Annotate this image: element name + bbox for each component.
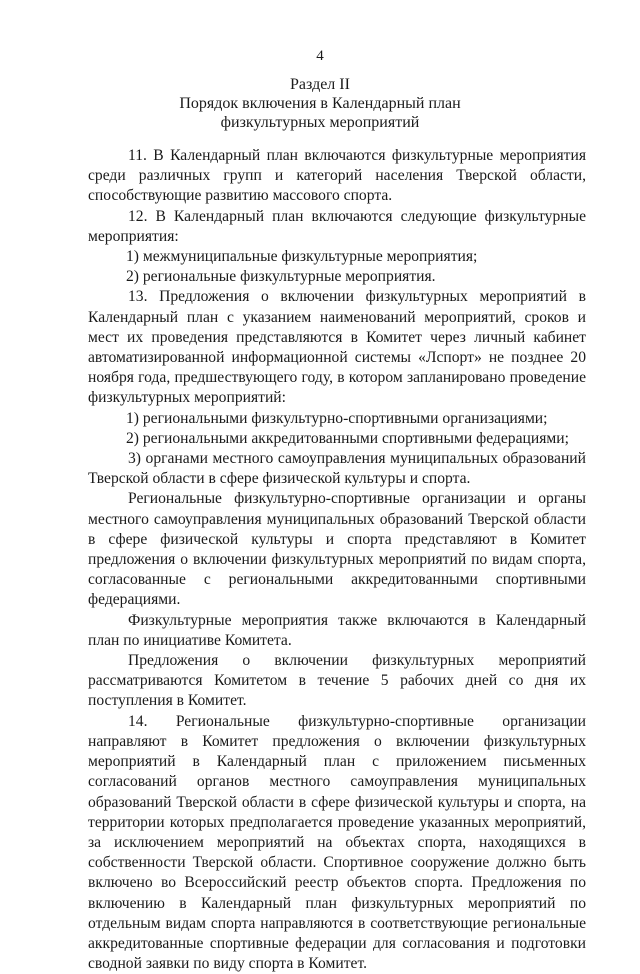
paragraph-14: 14. Региональные физкультурно-спортивные организации направляют в Комитет предложения о включении физкультурных мероприятий в Календарный план с приложением письменных согласований органов местного самоуправления муниципальных образований Тверской области в сфере физической культуры и спорта, на территории которых предполагается проведение указанных мероприятий, за исключением мероприятий на объектах спорта, находящихся в собственности Тверской области. Спортивное сооружение должно быть включено во Всероссийский реестр объектов спорта. Предложения по включению в Календарный план физкультурных мероприятий по отдельным видам спорта направляются в соответствующие региональные аккредитованные спортивные федерации для согласования и подготовки сводной заявки по виду спорта в Комитет. bbox=[88, 712, 586, 973]
document-body bbox=[88, 146, 586, 974]
list-item-12-2: 2) региональные физкультурные мероприятия. bbox=[126, 268, 436, 286]
section-subtitle-line1: Порядок включения в Календарный план bbox=[179, 95, 461, 112]
list-item-13-2: 2) региональными аккредитованными спортивными федерациями; bbox=[126, 429, 569, 447]
section-subtitle-line2: физкультурных мероприятий bbox=[220, 114, 420, 131]
paragraph-13-b: Региональные физкультурно-спортивные организации и органы местного самоуправления муниципальных образований Тверской области в сфере физической культуры и спорта представляют в Комитет предложения о включении физкультурных мероприятий по видам спорта, согласованные с региональными аккредитованными спортивными федерациями. bbox=[88, 490, 586, 609]
paragraph-11: 11. В Календарный план включаются физкультурные мероприятия среди различных групп и категорий населения Тверской области, способствующие развитию массового спорта. bbox=[88, 147, 586, 205]
paragraph-12: 12. В Календарный план включаются следующие физкультурные мероприятия: bbox=[88, 207, 586, 245]
list-item-13-3: 3) органами местного самоуправления муниципальных образований Тверской области в сфере физической культуры и спорта. bbox=[88, 450, 586, 488]
paragraph-13: 13. Предложения о включении физкультурных мероприятий в Календарный план с указанием наименований мероприятий, сроков и мест их проведения представляются в Комитет через личный кабинет автоматизированной информационной системы «Лспорт» не позднее 20 ноября года, предшествующего году, в котором запланировано проведение физкультурных мероприятий: bbox=[88, 288, 586, 407]
list-item-12-1: 1) межмуниципальные физкультурные мероприятия; bbox=[126, 248, 478, 266]
section-heading bbox=[0, 75, 640, 132]
list-item-13-1: 1) региональными физкультурно-спортивными организациями; bbox=[126, 409, 548, 427]
section-title: Раздел II bbox=[290, 76, 350, 93]
paragraph-13-c: Физкультурные мероприятия также включаются в Календарный план по инициативе Комитета. bbox=[88, 611, 586, 649]
paragraph-13-d: Предложения о включении физкультурных мероприятий рассматриваются Комитетом в течение 5 рабочих дней со дня их поступления в Комитет. bbox=[88, 652, 586, 710]
page-number: 4 bbox=[316, 48, 324, 64]
